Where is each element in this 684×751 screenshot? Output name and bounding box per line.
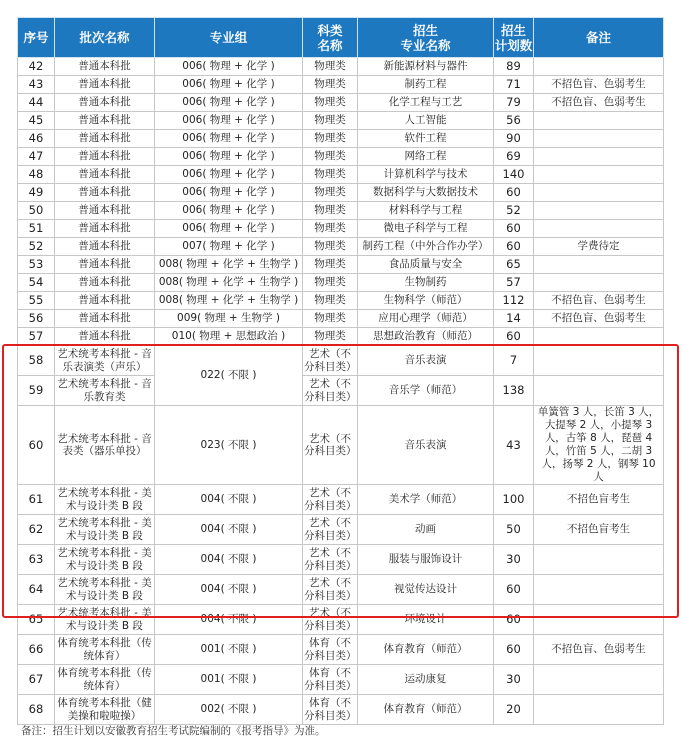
- cell-group: 008( 物理 + 化学 + 生物学 ): [155, 256, 303, 274]
- cell-group: 006( 物理 + 化学 ): [155, 130, 303, 148]
- cell-plan: 52: [494, 202, 534, 220]
- cell-seq: 53: [18, 256, 55, 274]
- cell-plan: 43: [494, 406, 534, 485]
- cell-seq: 60: [18, 406, 55, 485]
- cell-category: 物理类: [303, 310, 358, 328]
- cell-category: 物理类: [303, 238, 358, 256]
- cell-remark: [534, 545, 664, 575]
- cell-batch: 艺术统考本科批 - 美术与设计类 B 段: [55, 605, 155, 635]
- cell-category: 艺术（不分科目类）: [303, 485, 358, 515]
- table-row: [18, 376, 664, 406]
- cell-major: 美术学（师范）: [358, 485, 494, 515]
- admission-plan-table-container: [17, 17, 663, 725]
- table-row: [18, 58, 664, 76]
- header-remark: 备注: [534, 18, 664, 58]
- cell-batch: 艺术统考本科批 - 音乐表演类（声乐）: [55, 346, 155, 376]
- cell-batch: 普通本科批: [55, 184, 155, 202]
- cell-category: 物理类: [303, 256, 358, 274]
- cell-group: 007( 物理 + 化学 ): [155, 238, 303, 256]
- table-row: [18, 328, 664, 346]
- table-row: [18, 605, 664, 635]
- table-row: [18, 256, 664, 274]
- cell-category: 体育（不分科目类）: [303, 635, 358, 665]
- cell-seq: 46: [18, 130, 55, 148]
- cell-seq: 45: [18, 112, 55, 130]
- cell-plan: 60: [494, 605, 534, 635]
- admission-plan-table: [17, 17, 664, 725]
- cell-plan: 140: [494, 166, 534, 184]
- cell-category: 物理类: [303, 112, 358, 130]
- cell-seq: 58: [18, 346, 55, 376]
- header-category-line1: 科类: [317, 22, 343, 38]
- table-row: [18, 292, 664, 310]
- cell-group: 006( 物理 + 化学 ): [155, 94, 303, 112]
- cell-batch: 普通本科批: [55, 292, 155, 310]
- header-major-line1: 招生: [412, 22, 438, 38]
- cell-major: 视觉传达设计: [358, 575, 494, 605]
- table-row: [18, 665, 664, 695]
- table-row: [18, 485, 664, 515]
- cell-remark: [534, 328, 664, 346]
- cell-remark: [534, 665, 664, 695]
- cell-category: 物理类: [303, 130, 358, 148]
- cell-major: 材料科学与工程: [358, 202, 494, 220]
- cell-category: 艺术（不分科目类）: [303, 376, 358, 406]
- cell-plan: 112: [494, 292, 534, 310]
- cell-batch: 普通本科批: [55, 220, 155, 238]
- header-major-line2: 专业名称: [400, 37, 451, 53]
- cell-remark: [534, 346, 664, 376]
- cell-remark: [534, 256, 664, 274]
- table-row: [18, 310, 664, 328]
- cell-group: 009( 物理 + 生物学 ): [155, 310, 303, 328]
- cell-group: 008( 物理 + 化学 + 生物学 ): [155, 292, 303, 310]
- cell-major: 应用心理学（师范）: [358, 310, 494, 328]
- cell-category: 艺术（不分科目类）: [303, 346, 358, 376]
- cell-batch: 普通本科批: [55, 148, 155, 166]
- cell-major: 化学工程与工艺: [358, 94, 494, 112]
- cell-seq: 65: [18, 605, 55, 635]
- cell-batch: 普通本科批: [55, 130, 155, 148]
- cell-remark: [534, 274, 664, 292]
- cell-category: 物理类: [303, 58, 358, 76]
- cell-remark: [534, 112, 664, 130]
- cell-group: 001( 不限 ): [155, 635, 303, 665]
- cell-major: 网络工程: [358, 148, 494, 166]
- cell-seq: 42: [18, 58, 55, 76]
- cell-major: 数据科学与大数据技术: [358, 184, 494, 202]
- cell-major: 服装与服饰设计: [358, 545, 494, 575]
- cell-seq: 51: [18, 220, 55, 238]
- cell-batch: 普通本科批: [55, 76, 155, 94]
- cell-group: 004( 不限 ): [155, 575, 303, 605]
- cell-major: 音乐学（师范）: [358, 376, 494, 406]
- cell-plan: 138: [494, 376, 534, 406]
- cell-seq: 62: [18, 515, 55, 545]
- cell-plan: 60: [494, 575, 534, 605]
- table-row: [18, 274, 664, 292]
- cell-remark: 不招色盲、色弱考生: [534, 76, 664, 94]
- cell-major: 人工智能: [358, 112, 494, 130]
- cell-plan: 7: [494, 346, 534, 376]
- cell-remark: [534, 202, 664, 220]
- cell-seq: 61: [18, 485, 55, 515]
- cell-remark: 不招色盲考生: [534, 485, 664, 515]
- cell-seq: 63: [18, 545, 55, 575]
- cell-batch: 普通本科批: [55, 112, 155, 130]
- cell-group: 006( 物理 + 化学 ): [155, 76, 303, 94]
- cell-major: 思想政治教育（师范）: [358, 328, 494, 346]
- cell-category: 体育（不分科目类）: [303, 695, 358, 725]
- header-category-line2: 名称: [317, 37, 343, 53]
- cell-remark: 不招色盲、色弱考生: [534, 94, 664, 112]
- cell-group: 006( 物理 + 化学 ): [155, 220, 303, 238]
- table-row: [18, 695, 664, 725]
- cell-major: 软件工程: [358, 130, 494, 148]
- cell-group: 006( 物理 + 化学 ): [155, 202, 303, 220]
- cell-plan: 30: [494, 665, 534, 695]
- cell-plan: 20: [494, 695, 534, 725]
- table-row: [18, 346, 664, 376]
- header-batch: 批次名称: [55, 18, 155, 58]
- cell-major: 微电子科学与工程: [358, 220, 494, 238]
- cell-group: 001( 不限 ): [155, 665, 303, 695]
- header-plan-line2: 计划数: [494, 37, 533, 53]
- table-body: [18, 58, 664, 725]
- cell-remark: 不招色盲、色弱考生: [534, 310, 664, 328]
- cell-category: 物理类: [303, 220, 358, 238]
- table-row: [18, 166, 664, 184]
- cell-batch: 艺术统考本科批 - 美术与设计类 B 段: [55, 485, 155, 515]
- cell-remark: [534, 220, 664, 238]
- cell-remark: [534, 605, 664, 635]
- cell-batch: 艺术统考本科批 - 美术与设计类 B 段: [55, 575, 155, 605]
- cell-batch: 体育统考本科批（传统体育）: [55, 665, 155, 695]
- cell-major: 体育教育（师范）: [358, 695, 494, 725]
- cell-group: 006( 物理 + 化学 ): [155, 166, 303, 184]
- cell-category: 物理类: [303, 184, 358, 202]
- cell-plan: 57: [494, 274, 534, 292]
- cell-major: 动画: [358, 515, 494, 545]
- cell-seq: 56: [18, 310, 55, 328]
- cell-seq: 43: [18, 76, 55, 94]
- cell-plan: 60: [494, 184, 534, 202]
- cell-category: 物理类: [303, 76, 358, 94]
- cell-seq: 44: [18, 94, 55, 112]
- cell-category: 艺术（不分科目类）: [303, 545, 358, 575]
- cell-plan: 65: [494, 256, 534, 274]
- cell-seq: 47: [18, 148, 55, 166]
- cell-seq: 57: [18, 328, 55, 346]
- cell-category: 物理类: [303, 274, 358, 292]
- cell-major: 音乐表演: [358, 406, 494, 485]
- cell-plan: 100: [494, 485, 534, 515]
- table-row: [18, 635, 664, 665]
- cell-group: 004( 不限 ): [155, 485, 303, 515]
- cell-remark: 单簧管 3 人，长笛 3 人，大提琴 2 人，小提琴 3 人，古筝 8 人，琵琶 4 人，竹笛 5 人，二胡 3 人，扬琴 2 人，钢琴 10 人: [534, 406, 664, 485]
- cell-category: 艺术（不分科目类）: [303, 605, 358, 635]
- cell-major: 音乐表演: [358, 346, 494, 376]
- footnote: 备注：招生计划以安徽教育招生考试院编制的《报考指导》为准。: [21, 725, 326, 737]
- cell-group: 004( 不限 ): [155, 545, 303, 575]
- cell-batch: 艺术统考本科批 - 音乐教育类: [55, 376, 155, 406]
- cell-plan: 60: [494, 328, 534, 346]
- cell-plan: 14: [494, 310, 534, 328]
- cell-major: 环境设计: [358, 605, 494, 635]
- cell-category: 体育（不分科目类）: [303, 665, 358, 695]
- table-row: [18, 184, 664, 202]
- header-category: [303, 18, 358, 58]
- cell-seq: 66: [18, 635, 55, 665]
- cell-group: 023( 不限 ): [155, 406, 303, 485]
- cell-major: 生物制药: [358, 274, 494, 292]
- cell-major: 食品质量与安全: [358, 256, 494, 274]
- cell-plan: 79: [494, 94, 534, 112]
- cell-category: 物理类: [303, 292, 358, 310]
- table-row: [18, 94, 664, 112]
- header-plan-line1: 招生: [500, 22, 526, 38]
- cell-group: 022( 不限 ): [155, 346, 303, 406]
- cell-remark: [534, 58, 664, 76]
- cell-remark: [534, 376, 664, 406]
- cell-seq: 59: [18, 376, 55, 406]
- cell-group: 006( 物理 + 化学 ): [155, 58, 303, 76]
- cell-batch: 艺术统考本科批 - 美术与设计类 B 段: [55, 545, 155, 575]
- cell-remark: 不招色盲、色弱考生: [534, 635, 664, 665]
- table-row: [18, 148, 664, 166]
- cell-seq: 54: [18, 274, 55, 292]
- cell-plan: 69: [494, 148, 534, 166]
- cell-batch: 普通本科批: [55, 94, 155, 112]
- cell-batch: 普通本科批: [55, 58, 155, 76]
- cell-plan: 89: [494, 58, 534, 76]
- cell-seq: 67: [18, 665, 55, 695]
- cell-plan: 30: [494, 545, 534, 575]
- cell-category: 物理类: [303, 328, 358, 346]
- cell-major: 运动康复: [358, 665, 494, 695]
- cell-group: 006( 物理 + 化学 ): [155, 184, 303, 202]
- table-row: [18, 130, 664, 148]
- table-row: [18, 406, 664, 485]
- cell-category: 物理类: [303, 148, 358, 166]
- cell-seq: 49: [18, 184, 55, 202]
- header-group: 专业组: [155, 18, 303, 58]
- cell-batch: 普通本科批: [55, 256, 155, 274]
- cell-remark: 不招色盲考生: [534, 515, 664, 545]
- cell-group: 010( 物理 + 思想政治 ): [155, 328, 303, 346]
- table-row: [18, 76, 664, 94]
- cell-major: 计算机科学与技术: [358, 166, 494, 184]
- cell-category: 物理类: [303, 202, 358, 220]
- cell-remark: [534, 148, 664, 166]
- header-plan: [494, 18, 534, 58]
- cell-major: 制药工程: [358, 76, 494, 94]
- cell-seq: 50: [18, 202, 55, 220]
- cell-category: 物理类: [303, 166, 358, 184]
- cell-seq: 48: [18, 166, 55, 184]
- cell-group: 006( 物理 + 化学 ): [155, 112, 303, 130]
- table-header-row: [18, 18, 664, 58]
- cell-plan: 90: [494, 130, 534, 148]
- table-row: [18, 515, 664, 545]
- cell-plan: 50: [494, 515, 534, 545]
- cell-remark: [534, 130, 664, 148]
- cell-seq: 68: [18, 695, 55, 725]
- table-row: [18, 575, 664, 605]
- cell-plan: 60: [494, 220, 534, 238]
- cell-category: 艺术（不分科目类）: [303, 575, 358, 605]
- cell-remark: [534, 575, 664, 605]
- cell-major: 生物科学（师范）: [358, 292, 494, 310]
- cell-remark: [534, 695, 664, 725]
- cell-category: 艺术（不分科目类）: [303, 406, 358, 485]
- cell-plan: 60: [494, 635, 534, 665]
- cell-major: 新能源材料与器件: [358, 58, 494, 76]
- cell-batch: 普通本科批: [55, 328, 155, 346]
- cell-batch: 艺术统考本科批 - 美术与设计类 B 段: [55, 515, 155, 545]
- cell-batch: 体育统考本科批（传统体育）: [55, 635, 155, 665]
- header-major: [358, 18, 494, 58]
- cell-batch: 普通本科批: [55, 202, 155, 220]
- table-row: [18, 238, 664, 256]
- table-row: [18, 545, 664, 575]
- cell-group: 002( 不限 ): [155, 695, 303, 725]
- cell-category: 艺术（不分科目类）: [303, 515, 358, 545]
- cell-batch: 普通本科批: [55, 166, 155, 184]
- cell-plan: 71: [494, 76, 534, 94]
- table-row: [18, 202, 664, 220]
- cell-plan: 56: [494, 112, 534, 130]
- cell-remark: [534, 166, 664, 184]
- cell-batch: 体育统考本科批（健美操和啦啦操）: [55, 695, 155, 725]
- cell-group: 004( 不限 ): [155, 515, 303, 545]
- cell-plan: 60: [494, 238, 534, 256]
- cell-major: 制药工程（中外合作办学）: [358, 238, 494, 256]
- cell-remark: [534, 184, 664, 202]
- cell-seq: 55: [18, 292, 55, 310]
- table-row: [18, 220, 664, 238]
- cell-group: 004( 不限 ): [155, 605, 303, 635]
- cell-seq: 52: [18, 238, 55, 256]
- cell-batch: 普通本科批: [55, 238, 155, 256]
- cell-major: 体育教育（师范）: [358, 635, 494, 665]
- cell-remark: 不招色盲、色弱考生: [534, 292, 664, 310]
- cell-seq: 64: [18, 575, 55, 605]
- cell-remark: 学费待定: [534, 238, 664, 256]
- cell-group: 006( 物理 + 化学 ): [155, 148, 303, 166]
- cell-batch: 普通本科批: [55, 274, 155, 292]
- cell-batch: 艺术统考本科批 - 音表类（器乐单投）: [55, 406, 155, 485]
- cell-group: 008( 物理 + 化学 + 生物学 ): [155, 274, 303, 292]
- header-seq: 序号: [18, 18, 55, 58]
- cell-batch: 普通本科批: [55, 310, 155, 328]
- cell-category: 物理类: [303, 94, 358, 112]
- table-row: [18, 112, 664, 130]
